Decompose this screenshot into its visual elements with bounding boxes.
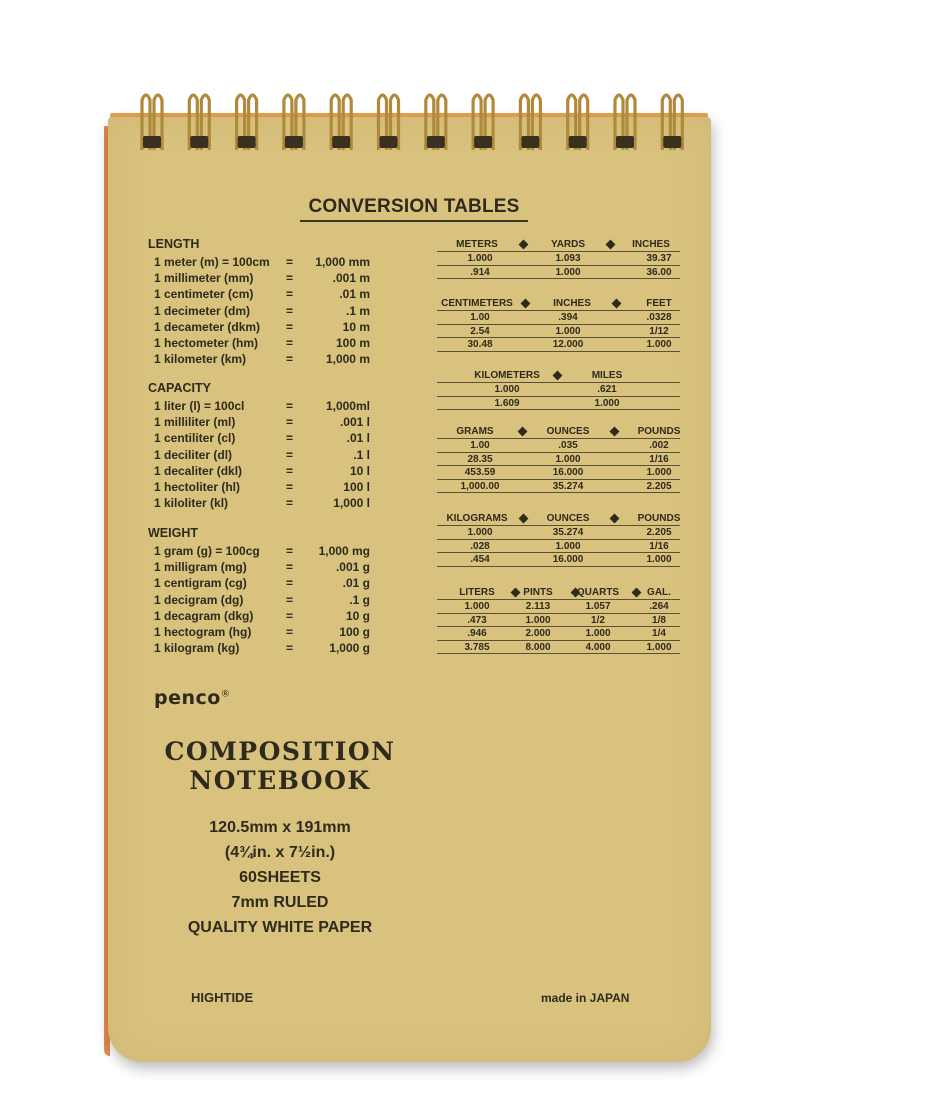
grid-row bbox=[437, 614, 680, 628]
binding-hole bbox=[332, 136, 350, 148]
product-title bbox=[154, 737, 406, 795]
grid-row bbox=[437, 540, 680, 554]
equals-sign: = bbox=[286, 271, 294, 286]
conversion-row bbox=[154, 496, 374, 512]
equals-sign: = bbox=[286, 336, 294, 350]
conversion-row bbox=[154, 352, 374, 368]
grid-cell: 2.54 bbox=[470, 325, 490, 337]
product-title-line1: COMPOSITION bbox=[164, 737, 396, 766]
unit-value: 1,000 g bbox=[329, 641, 370, 656]
equals-sign: = bbox=[286, 399, 294, 413]
grid-row bbox=[437, 311, 680, 325]
unit-value: 1,000 mm bbox=[315, 255, 370, 269]
grid-cell: 35.274 bbox=[552, 527, 584, 538]
grid-cell: 1/12 bbox=[649, 325, 669, 337]
unit-value: .01 l bbox=[346, 431, 370, 446]
section-heading: CAPACITY bbox=[148, 381, 211, 395]
grid-cell: 28.35 bbox=[467, 453, 493, 465]
conversion-row bbox=[154, 304, 374, 320]
conversion-row bbox=[154, 576, 374, 592]
unit-definition: 1 centimeter (cm) bbox=[154, 287, 254, 302]
grid-header-label: LITERS bbox=[459, 587, 495, 598]
unit-definition: 1 decimeter (dm) bbox=[154, 303, 251, 318]
conversion-grid bbox=[437, 369, 680, 410]
footer-origin: made in JAPAN bbox=[541, 991, 630, 1005]
conversion-grid bbox=[437, 297, 680, 352]
section-heading: WEIGHT bbox=[148, 526, 198, 540]
grid-cell: .002 bbox=[649, 440, 669, 451]
unit-definition: 1 kilogram (kg) bbox=[154, 641, 240, 656]
grid-cell: 453.59 bbox=[464, 467, 496, 479]
equals-sign: = bbox=[286, 431, 294, 446]
conversion-row bbox=[154, 448, 374, 464]
unit-value: 1,000 m bbox=[325, 352, 370, 367]
grid-cell: .035 bbox=[558, 440, 578, 451]
unit-value: 1,000 l bbox=[333, 496, 370, 511]
grid-header bbox=[437, 369, 680, 383]
unit-value: .1 g bbox=[349, 592, 370, 607]
grid-cell: 2.113 bbox=[525, 601, 551, 612]
unit-value: .1 l bbox=[353, 447, 370, 462]
unit-value: .1 m bbox=[345, 303, 370, 318]
binding-hole bbox=[521, 136, 539, 148]
unit-definition: 1 millimeter (mm) bbox=[154, 271, 254, 286]
grid-row bbox=[437, 641, 680, 655]
grid-header-label: INCHES bbox=[553, 298, 591, 309]
spiral-binding bbox=[0, 0, 940, 160]
conversion-row bbox=[154, 399, 374, 415]
conversion-row bbox=[154, 255, 374, 271]
unit-definition: 1 decaliter (dkl) bbox=[154, 463, 243, 478]
grid-header-label: KILOGRAMS bbox=[446, 513, 508, 524]
grid-cell: 1.057 bbox=[585, 601, 611, 612]
spec-size-in: (4¾in. x 7½in.) bbox=[224, 844, 336, 861]
grid-cell: 1.000 bbox=[555, 325, 581, 337]
binding-hole bbox=[285, 136, 303, 148]
conversion-row bbox=[154, 271, 374, 287]
grid-header bbox=[437, 297, 680, 311]
footer-brand: HIGHTIDE bbox=[191, 990, 254, 1005]
grid-header-label: OUNCES bbox=[546, 426, 590, 437]
unit-definition: 1 centiliter (cl) bbox=[154, 431, 236, 446]
unit-definition: 1 hectometer (hm) bbox=[154, 336, 259, 350]
equals-sign: = bbox=[286, 352, 294, 367]
grid-cell: 1.609 bbox=[494, 397, 520, 409]
spec-sheets: 60SHEETS bbox=[239, 869, 321, 886]
grid-cell: 2.205 bbox=[646, 527, 672, 538]
grid-cell: 1.000 bbox=[555, 266, 581, 278]
diamond-icon bbox=[520, 299, 530, 309]
grid-cell: 1.000 bbox=[555, 540, 581, 552]
unit-definition: 1 milligram (mg) bbox=[154, 560, 247, 575]
product-title-line2: NOTEBOOK bbox=[189, 766, 371, 795]
grid-cell: 8.000 bbox=[525, 641, 551, 653]
conversion-grid bbox=[437, 238, 680, 279]
grid-row bbox=[437, 553, 680, 567]
equals-sign: = bbox=[286, 415, 294, 430]
equals-sign: = bbox=[286, 319, 294, 334]
grid-cell: 16.000 bbox=[552, 554, 584, 566]
unit-value: .01 g bbox=[342, 576, 370, 591]
unit-value: .01 m bbox=[339, 287, 370, 302]
grid-row bbox=[437, 627, 680, 641]
equals-sign: = bbox=[286, 463, 294, 478]
grid-cell: 39.37 bbox=[646, 253, 672, 264]
grid-header-label: GAL. bbox=[647, 587, 671, 598]
unit-definition: 1 centigram (cg) bbox=[154, 576, 247, 591]
unit-value: 1,000ml bbox=[325, 399, 370, 413]
grid-cell: 1.00 bbox=[470, 312, 490, 323]
binding-hole bbox=[190, 136, 208, 148]
grid-header bbox=[437, 238, 680, 252]
equals-sign: = bbox=[286, 608, 294, 623]
conversion-grid bbox=[437, 512, 680, 567]
grid-row bbox=[437, 600, 680, 614]
diamond-icon bbox=[609, 514, 619, 524]
binding-hole bbox=[427, 136, 445, 148]
grid-cell: 1.000 bbox=[467, 253, 493, 264]
grid-cell: 1.000 bbox=[555, 453, 581, 465]
grid-cell: .264 bbox=[649, 601, 669, 612]
equals-sign: = bbox=[286, 287, 294, 302]
conversion-row bbox=[154, 609, 374, 625]
conversion-row bbox=[154, 480, 374, 496]
grid-cell: 1,000.00 bbox=[460, 480, 500, 492]
grid-cell: 35.274 bbox=[552, 480, 584, 492]
grid-cell: 1.000 bbox=[585, 628, 611, 640]
binding-hole bbox=[474, 136, 492, 148]
unit-value: .001 l bbox=[339, 415, 370, 430]
grid-cell: 1.00 bbox=[470, 440, 490, 451]
conversion-row bbox=[154, 544, 374, 560]
grid-cell: 2.205 bbox=[646, 480, 672, 492]
diamond-icon bbox=[605, 240, 615, 250]
diamond-icon bbox=[518, 240, 528, 250]
unit-definition: 1 kilometer (km) bbox=[154, 352, 247, 367]
binding-hole bbox=[616, 136, 634, 148]
equals-sign: = bbox=[286, 592, 294, 607]
conversion-row bbox=[154, 560, 374, 576]
unit-definition: 1 decameter (dkm) bbox=[154, 319, 261, 334]
conversion-row bbox=[154, 464, 374, 480]
grid-header-label: POUNDS bbox=[637, 426, 681, 437]
conversion-row bbox=[154, 415, 374, 431]
grid-cell: .028 bbox=[470, 540, 490, 552]
grid-cell: 1.000 bbox=[594, 397, 620, 409]
grid-header-label: YARDS bbox=[550, 239, 586, 250]
conversion-row bbox=[154, 641, 374, 657]
grid-header-label: INCHES bbox=[632, 239, 670, 250]
conversion-tables-title: CONVERSION TABLES bbox=[308, 196, 520, 217]
grid-cell: 1/4 bbox=[652, 628, 666, 640]
grid-row bbox=[437, 383, 680, 397]
grid-cell: .454 bbox=[470, 554, 490, 566]
unit-value: 100 l bbox=[343, 480, 370, 494]
unit-definition: 1 kiloliter (kl) bbox=[154, 496, 229, 511]
conversion-row bbox=[154, 593, 374, 609]
equals-sign: = bbox=[286, 625, 294, 639]
diamond-icon bbox=[553, 371, 563, 381]
grid-row bbox=[437, 526, 680, 540]
equals-sign: = bbox=[286, 641, 294, 656]
unit-value: 1,000 mg bbox=[318, 544, 370, 558]
grid-cell: 30.48 bbox=[467, 339, 493, 351]
unit-definition: 1 hectoliter (hl) bbox=[154, 480, 241, 494]
conversion-grid bbox=[437, 425, 680, 493]
binding-hole bbox=[663, 136, 681, 148]
grid-row bbox=[437, 480, 680, 494]
grid-cell: 4.000 bbox=[585, 641, 611, 653]
grid-cell: 1.000 bbox=[646, 641, 672, 653]
diamond-icon bbox=[611, 299, 621, 309]
unit-value: 10 g bbox=[345, 608, 370, 623]
equals-sign: = bbox=[286, 447, 294, 462]
grid-cell: 1.000 bbox=[464, 601, 490, 612]
conversion-row bbox=[154, 287, 374, 303]
grid-header bbox=[437, 425, 680, 439]
binding-hole bbox=[238, 136, 256, 148]
equals-sign: = bbox=[286, 480, 294, 494]
equals-sign: = bbox=[286, 576, 294, 591]
grid-cell: .914 bbox=[470, 266, 490, 278]
diamond-icon bbox=[518, 514, 528, 524]
equals-sign: = bbox=[286, 255, 294, 269]
spec-paper: QUALITY WHITE PAPER bbox=[187, 919, 373, 936]
grid-row bbox=[437, 453, 680, 467]
grid-header-label: METERS bbox=[456, 239, 498, 250]
spec-ruling: 7mm RULED bbox=[231, 894, 329, 911]
unit-definition: 1 meter (m) = 100cm bbox=[154, 255, 270, 269]
diamond-icon bbox=[510, 588, 520, 598]
grid-cell: 3.785 bbox=[464, 641, 490, 653]
grid-row bbox=[437, 338, 680, 352]
equals-sign: = bbox=[286, 496, 294, 511]
grid-header-label: KILOMETERS bbox=[474, 370, 540, 381]
diamond-icon bbox=[631, 588, 641, 598]
grid-row bbox=[437, 266, 680, 280]
grid-row bbox=[437, 439, 680, 453]
registered-mark: ® bbox=[220, 689, 231, 700]
grid-cell: .621 bbox=[597, 384, 617, 395]
spec-size-mm: 120.5mm x 191mm bbox=[209, 819, 351, 836]
grid-cell: 16.000 bbox=[552, 467, 584, 479]
grid-cell: 1.000 bbox=[646, 554, 672, 566]
grid-cell: 1/2 bbox=[591, 614, 605, 626]
grid-header-label: POUNDS bbox=[637, 513, 681, 524]
conversion-grid bbox=[437, 586, 680, 654]
brand-logo bbox=[154, 687, 230, 709]
unit-value: 100 m bbox=[335, 336, 370, 350]
grid-header-label: GRAMS bbox=[456, 426, 494, 437]
binding-hole bbox=[380, 136, 398, 148]
grid-cell: 1/8 bbox=[652, 614, 666, 626]
grid-cell: .394 bbox=[558, 312, 578, 323]
grid-cell: 36.00 bbox=[646, 266, 672, 278]
conversion-row bbox=[154, 625, 374, 641]
brand-name: penco bbox=[154, 687, 221, 709]
grid-cell: 1/16 bbox=[649, 453, 669, 465]
grid-row bbox=[437, 252, 680, 266]
unit-value: 10 m bbox=[342, 319, 370, 334]
grid-row bbox=[437, 466, 680, 480]
grid-cell: 1/16 bbox=[649, 540, 669, 552]
grid-cell: 1.000 bbox=[646, 339, 672, 351]
grid-header-label: OUNCES bbox=[546, 513, 590, 524]
grid-cell: 1.000 bbox=[467, 527, 493, 538]
unit-definition: 1 deciliter (dl) bbox=[154, 447, 233, 462]
grid-header-label: FEET bbox=[646, 298, 672, 309]
section-heading: LENGTH bbox=[148, 237, 200, 251]
grid-cell: 1.093 bbox=[555, 253, 581, 264]
conversion-row bbox=[154, 336, 374, 352]
grid-cell: 1.000 bbox=[525, 614, 551, 626]
grid-cell: 12.000 bbox=[552, 339, 584, 351]
diamond-icon bbox=[609, 427, 619, 437]
grid-row bbox=[437, 397, 680, 411]
grid-cell: .473 bbox=[467, 614, 487, 626]
unit-definition: 1 hectogram (hg) bbox=[154, 625, 252, 639]
conversion-row bbox=[154, 320, 374, 336]
unit-definition: 1 decagram (dkg) bbox=[154, 608, 254, 623]
unit-value: .001 m bbox=[332, 271, 370, 286]
binding-hole bbox=[143, 136, 161, 148]
grid-cell: 2.000 bbox=[525, 628, 551, 640]
grid-cell: .946 bbox=[467, 628, 487, 640]
grid-cell: .0328 bbox=[646, 312, 672, 323]
conversion-row bbox=[154, 431, 374, 447]
grid-header-label: CENTIMETERS bbox=[441, 298, 513, 309]
binding-hole bbox=[569, 136, 587, 148]
grid-header-label: MILES bbox=[591, 370, 623, 381]
grid-header-label: PINTS bbox=[523, 587, 553, 598]
grid-header bbox=[437, 586, 680, 600]
equals-sign: = bbox=[286, 544, 294, 558]
unit-value: .001 g bbox=[335, 560, 370, 575]
unit-definition: 1 gram (g) = 100cg bbox=[154, 544, 260, 558]
grid-cell: 1.000 bbox=[494, 384, 520, 395]
unit-definition: 1 decigram (dg) bbox=[154, 592, 244, 607]
equals-sign: = bbox=[286, 560, 294, 575]
title-underline bbox=[300, 220, 528, 222]
unit-definition: 1 liter (l) = 100cl bbox=[154, 399, 245, 413]
equals-sign: = bbox=[286, 303, 294, 318]
grid-cell: 1.000 bbox=[646, 467, 672, 479]
unit-value: 10 l bbox=[349, 463, 370, 478]
grid-row bbox=[437, 325, 680, 339]
diamond-icon bbox=[517, 427, 527, 437]
grid-header bbox=[437, 512, 680, 526]
grid-header-label: QUARTS bbox=[576, 587, 620, 598]
unit-definition: 1 milliliter (ml) bbox=[154, 415, 236, 430]
unit-value: 100 g bbox=[339, 625, 370, 639]
